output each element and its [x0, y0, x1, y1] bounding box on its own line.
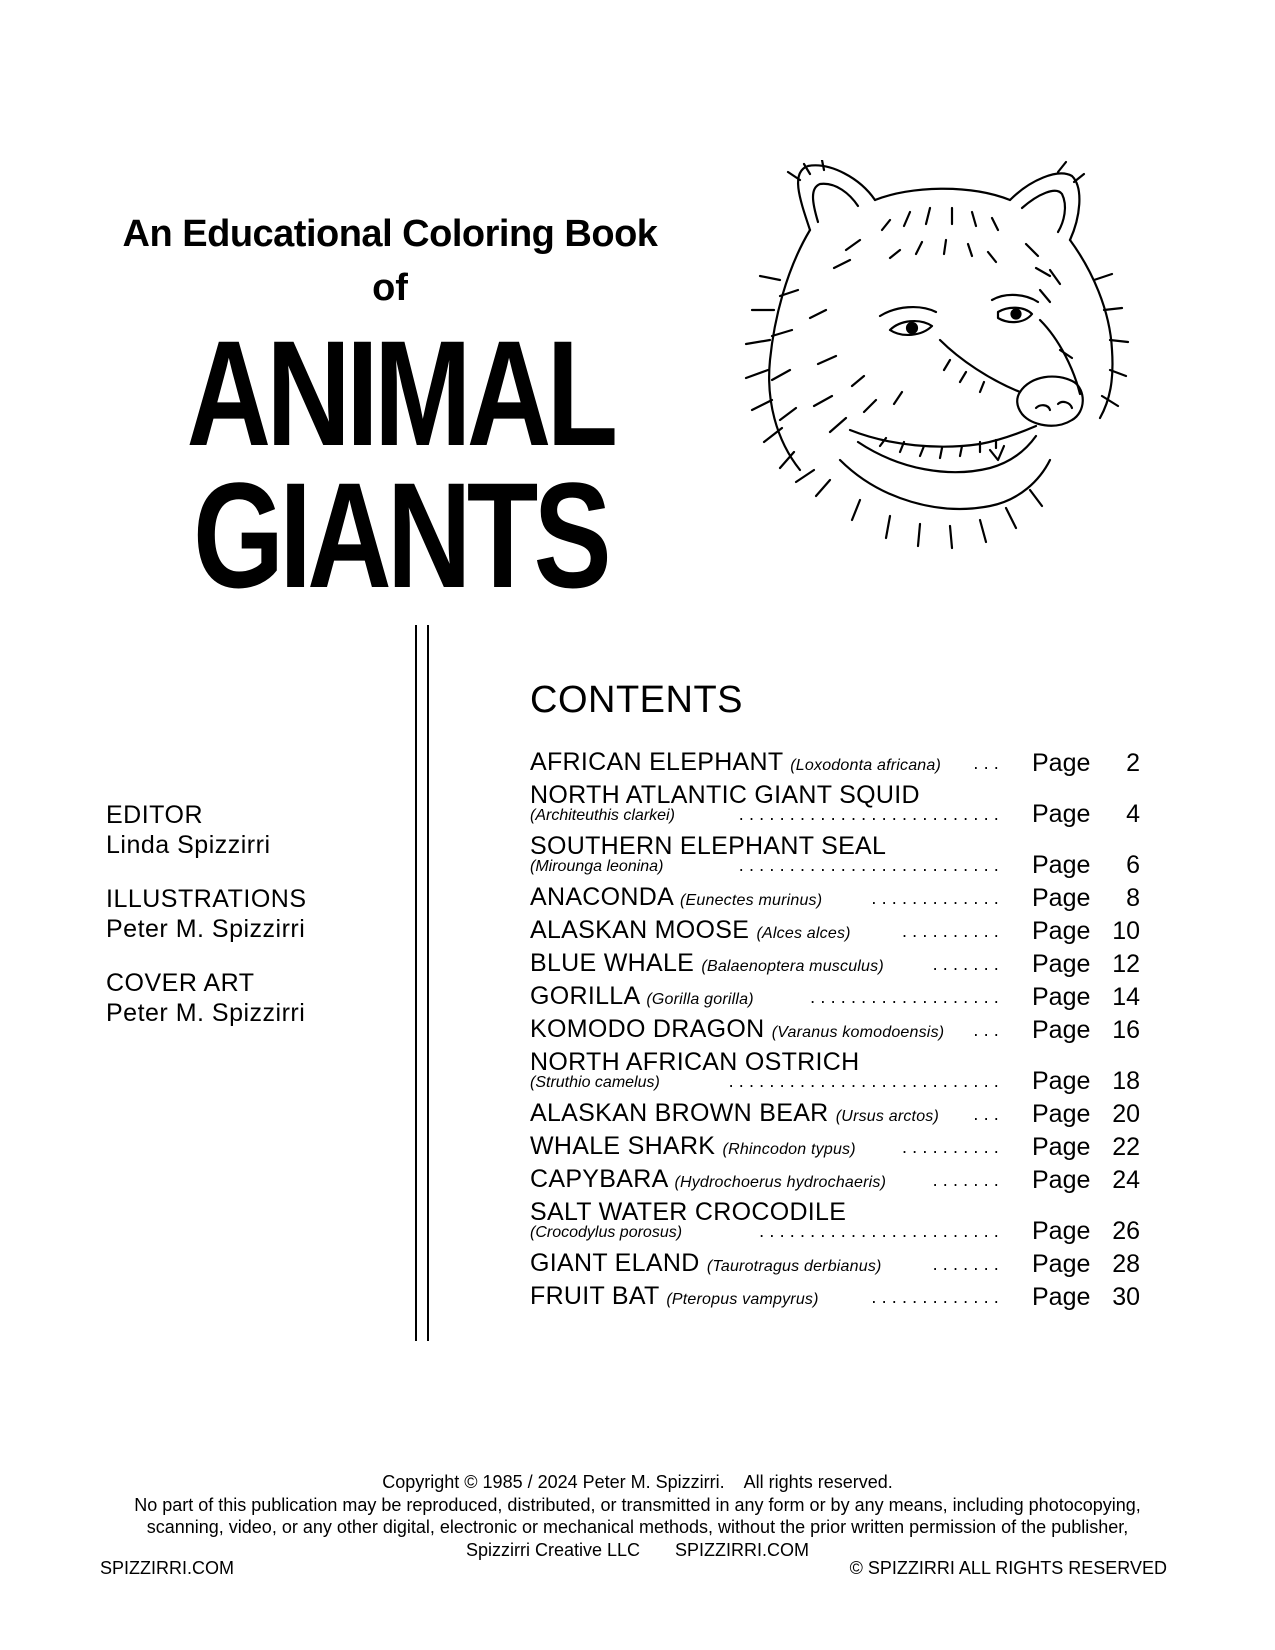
toc-scientific-name: (Rhincodon typus)	[722, 1141, 856, 1158]
toc-dot-leader: ..........	[901, 1137, 1004, 1157]
credits	[106, 800, 406, 1052]
book-subtitle-of: of	[372, 267, 408, 309]
credit-name: Peter M. Spizzirri	[106, 999, 306, 1027]
toc-entry	[530, 1044, 1140, 1095]
toc-entry-line	[530, 982, 754, 1014]
toc-page-number: 14	[1112, 983, 1140, 1011]
toc-page-label: Page	[1032, 800, 1091, 828]
toc-scientific-name: (Hydrochoerus hydrochaeris)	[674, 1174, 887, 1191]
toc-animal-name: GIANT ELAND	[530, 1249, 700, 1277]
credit-illustrations	[106, 884, 406, 944]
toc-animal-name: GORILLA	[530, 982, 640, 1010]
toc-animal-name: KOMODO DRAGON	[530, 1015, 765, 1043]
toc-page-number: 28	[1112, 1250, 1140, 1278]
toc-page-number: 4	[1126, 800, 1140, 828]
toc-page-number: 30	[1112, 1283, 1140, 1311]
toc-dot-leader: ...	[973, 753, 1004, 773]
book-title-line-1: ANIMAL	[186, 309, 614, 477]
contents-heading: CONTENTS	[530, 679, 743, 721]
toc-page-label: Page	[1032, 1217, 1091, 1245]
toc-scientific-name: (Eunectes murinus)	[679, 892, 823, 909]
toc-entry-line	[530, 883, 822, 915]
toc-dot-leader: ..........	[901, 921, 1004, 941]
toc-scientific-name: (Crocodylus porosus)	[530, 1224, 683, 1241]
toc-scientific-name: (Struthio camelus)	[530, 1074, 660, 1091]
toc-entry	[530, 777, 1140, 828]
toc-page-label: Page	[1032, 1016, 1091, 1044]
credit-name: Peter M. Spizzirri	[106, 915, 306, 943]
toc-scientific-name: (Mirounga leonina)	[530, 858, 664, 875]
toc-dot-leader: ...	[973, 1020, 1004, 1040]
toc-entry	[530, 1095, 1140, 1128]
toc-animal-name: FRUIT BAT	[530, 1282, 660, 1310]
toc-dot-leader: ..........................	[738, 804, 1004, 824]
credit-role: EDITOR	[106, 801, 203, 829]
table-of-contents	[530, 744, 1140, 1311]
toc-animal-name: AFRICAN ELEPHANT	[530, 748, 784, 776]
bear-head-icon	[740, 160, 1160, 590]
toc-page-label: Page	[1032, 1166, 1091, 1194]
toc-entry	[530, 1011, 1140, 1044]
toc-page-number: 16	[1112, 1016, 1140, 1044]
toc-page-label: Page	[1032, 1283, 1091, 1311]
toc-entry	[530, 744, 1140, 777]
toc-animal-name: NORTH AFRICAN OSTRICH	[530, 1048, 860, 1076]
toc-entry	[530, 1194, 1140, 1245]
toc-scientific-name: (Architeuthis clarkei)	[530, 807, 675, 824]
toc-page-label: Page	[1032, 983, 1091, 1011]
toc-scientific-name: (Taurotragus derbianus)	[706, 1258, 882, 1275]
divider-line-left	[415, 625, 417, 1341]
toc-page-number: 12	[1112, 950, 1140, 978]
toc-animal-name: ANACONDA	[530, 883, 673, 911]
toc-page-label: Page	[1032, 749, 1091, 777]
toc-dot-leader: .......	[932, 954, 1004, 974]
toc-page-label: Page	[1032, 950, 1091, 978]
toc-page-label: Page	[1032, 1067, 1091, 1095]
toc-animal-name: ALASKAN BROWN BEAR	[530, 1099, 829, 1127]
toc-dot-leader: .............	[871, 1287, 1004, 1307]
toc-entry-line	[530, 916, 851, 948]
credit-role: COVER ART	[106, 969, 255, 997]
toc-scientific-name: (Varanus komodoensis)	[771, 1024, 945, 1041]
toc-scientific-name: (Alces alces)	[756, 925, 851, 942]
toc-dot-leader: .......	[932, 1170, 1004, 1190]
toc-page-label: Page	[1032, 1133, 1091, 1161]
toc-dot-leader: ........................	[759, 1221, 1004, 1241]
book-title-line-2: GIANTS	[193, 451, 607, 619]
toc-entry	[530, 879, 1140, 912]
toc-dot-leader: ..........................	[738, 855, 1004, 875]
credit-role: ILLUSTRATIONS	[106, 885, 307, 913]
toc-entry	[530, 1278, 1140, 1311]
toc-entry	[530, 1161, 1140, 1194]
credit-editor	[106, 800, 406, 860]
toc-page-label: Page	[1032, 851, 1091, 879]
copyright-line: Copyright © 1985 / 2024 Peter M. Spizzirri. All rights reserved.	[382, 1472, 893, 1492]
footer-rights: © SPIZZIRRI ALL RIGHTS RESERVED	[849, 1558, 1167, 1578]
toc-page-number: 6	[1126, 851, 1140, 879]
toc-entry-line	[530, 949, 884, 981]
toc-dot-leader: .......	[932, 1254, 1004, 1274]
book-subtitle: An Educational Coloring Book	[122, 213, 658, 255]
toc-scientific-name: (Balaenoptera musculus)	[701, 958, 884, 975]
toc-entry	[530, 1245, 1140, 1278]
credit-cover-art	[106, 968, 406, 1028]
toc-page-label: Page	[1032, 1100, 1091, 1128]
toc-scientific-name: (Loxodonta africana)	[790, 757, 942, 774]
toc-animal-name: SOUTHERN ELEPHANT SEAL	[530, 832, 887, 860]
toc-dot-leader: ...	[973, 1104, 1004, 1124]
toc-entry-line	[530, 1249, 882, 1281]
credit-name: Linda Spizzirri	[106, 831, 271, 859]
toc-page-number: 22	[1112, 1133, 1140, 1161]
toc-scientific-name: (Gorilla gorilla)	[646, 991, 754, 1008]
toc-entry-line	[530, 1099, 939, 1131]
toc-entry	[530, 978, 1140, 1011]
toc-entry	[530, 912, 1140, 945]
toc-scientific-name: (Ursus arctos)	[835, 1108, 940, 1125]
toc-entry-line	[530, 1165, 886, 1197]
toc-dot-leader: .............	[871, 888, 1004, 908]
rights-notice-line-1: No part of this publication may be reproduced, distributed, or transmitted in any form or by any means, including photocopying,	[134, 1494, 1141, 1515]
toc-page-number: 18	[1112, 1067, 1140, 1095]
copyright-notice	[60, 1471, 1215, 1561]
footer-website: SPIZZIRRI.COM	[100, 1558, 234, 1578]
toc-entry-line	[530, 1015, 944, 1047]
toc-page-number: 20	[1112, 1100, 1140, 1128]
toc-animal-name: CAPYBARA	[530, 1165, 668, 1193]
toc-page-number: 10	[1112, 917, 1140, 945]
toc-dot-leader: ...................	[810, 987, 1004, 1007]
toc-page-label: Page	[1032, 1250, 1091, 1278]
toc-page-number: 24	[1112, 1166, 1140, 1194]
toc-entry	[530, 1128, 1140, 1161]
toc-entry	[530, 945, 1140, 978]
toc-entry-line	[530, 748, 941, 780]
toc-page-number: 2	[1126, 749, 1140, 777]
toc-page-number: 26	[1112, 1217, 1140, 1245]
publisher-line: Spizzirri Creative LLC SPIZZIRRI.COM	[465, 1539, 810, 1560]
toc-page-number: 8	[1126, 884, 1140, 912]
toc-dot-leader: ...........................	[728, 1071, 1004, 1091]
toc-scientific-name: (Pteropus vampyrus)	[666, 1291, 819, 1308]
toc-animal-name: WHALE SHARK	[530, 1132, 716, 1160]
toc-animal-name: NORTH ATLANTIC GIANT SQUID	[530, 781, 920, 809]
rights-notice-line-2: scanning, video, or any other digital, electronic or mechanical methods, without the prior written permission of the publisher,	[146, 1517, 1129, 1537]
toc-entry-line	[530, 1282, 819, 1314]
toc-animal-name: SALT WATER CROCODILE	[530, 1198, 847, 1226]
toc-page-label: Page	[1032, 884, 1091, 912]
divider-line-right	[427, 625, 429, 1341]
toc-entry	[530, 828, 1140, 879]
toc-animal-name: ALASKAN MOOSE	[530, 916, 750, 944]
toc-page-label: Page	[1032, 917, 1091, 945]
toc-entry-line	[530, 1132, 856, 1164]
toc-animal-name: BLUE WHALE	[530, 949, 695, 977]
